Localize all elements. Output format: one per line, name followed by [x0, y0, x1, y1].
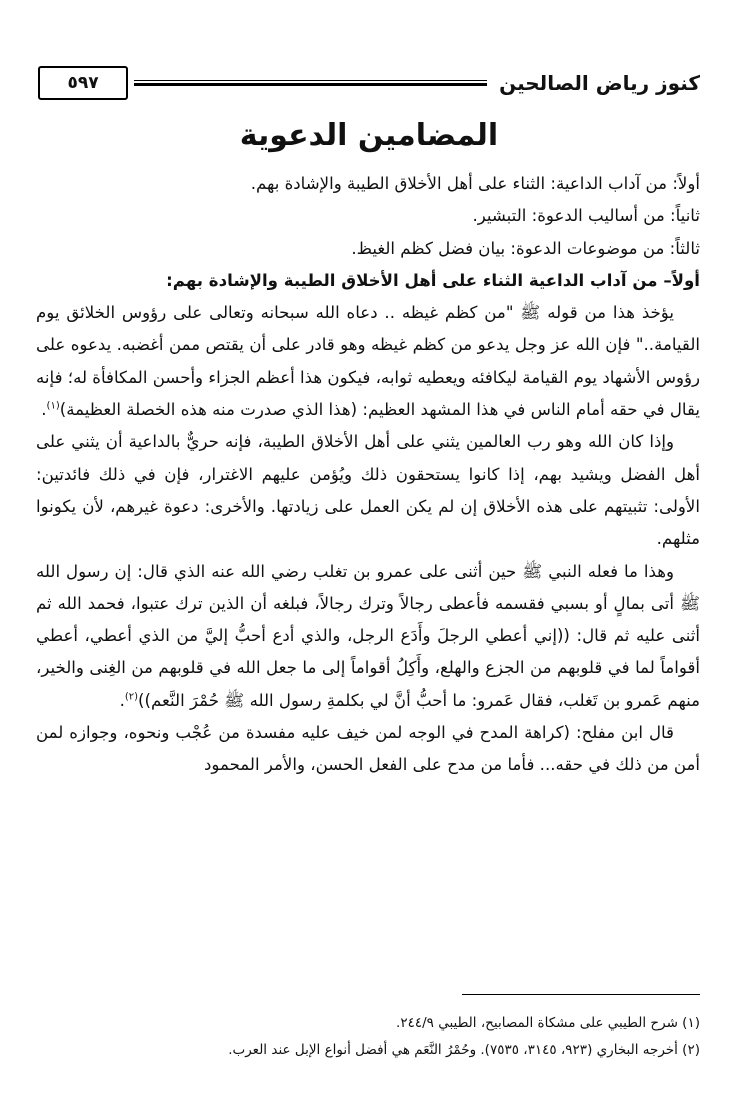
paragraph: قال ابن مفلح: (كراهة المدح في الوجه لمن خيف عليه مفسدة من عُجْب ونحوه، وجوازه لمن أمن من ذلك في حقه... فأما من مدح على الفعل الحسن، والأمر المحمود — [36, 723, 700, 775]
summary-point-1: أولاً: من آداب الداعية: الثناء على أهل الأخلاق الطيبة والإشادة بهم. — [250, 174, 700, 193]
summary-point-2: ثانياً: من أساليب الدعوة: التبشير. — [472, 206, 700, 226]
footnote-ref: (٢) — [124, 691, 139, 703]
paragraph: وهذا ما فعله النبي ﷺ حين أثنى على عمرو بن تغلب رضي الله عنه الذي قال: إن رسول الله ﷺ أتى بمالٍ أو بسبي فقسمه فأعطى رجالاً وترك رجالاً، فبلغه أن الذين ترك عتبوا، فحمد الله ثم أثنى عليه ثم قال: ((إني أعطي الرجلَ وأَدَع الرجل، والذي أدع أحبُّ إليَّ من الذي أعطي، أعطي أقواماً لما في قلوبهم من الجزع والهلع، وأَكِلُ أقواماً إلى ما جعل الله في قلوبهم من الغِنى والخير، منهم عَمرو بن تَغلب، فقال عَمرو: ما أحبُّ أنَّ لي بكلمةِ رسول الله ﷺ حُمْرَ النَّعم))$^{(٢)}$. — [36, 561, 700, 710]
paragraph: يؤخذ هذا من قوله ﷺ "من كظم غيظه .. دعاه الله سبحانه وتعالى على رؤوس الخلائق يوم القيامة.." فإن الله عز وجل يدعو من كظم غيظه وهو قادر على أن يقتص ممن أغضبه. يدعوه على رؤوس الأشهاد يوم القيامة ليكافئه ويعطيه ثوابه، فيكون هذا أعظم الجزاء وأحسن المكافأة له؛ فإنه يقال في حقه أمام الناس في هذا المشهد العظيم: (هذا الذي صدرت منه هذه الخصلة العظيمة)$^{(١)}$. — [36, 303, 700, 420]
header-rule — [134, 80, 487, 86]
page-title: المضامين الدعوية — [239, 118, 499, 153]
footnote: (٢) أخرجه البخاري (٩٢٣، ٣١٤٥، ٧٥٣٥). وحُمْرُ النَّعَم هي أفضل أنواع الإبل عند العرب. — [228, 1042, 700, 1058]
footnote-divider — [462, 994, 700, 995]
main-text — [36, 168, 700, 782]
summary-point-3: ثالثاً: من موضوعات الدعوة: بيان فضل كظم الغيظ. — [351, 238, 700, 258]
paragraph-text: يؤخذ هذا من قوله ﷺ "من كظم غيظه .. دعاه الله سبحانه وتعالى على رؤوس الخلائق يوم القيامة.." فإن الله عز وجل يدعو من كظم غيظه وهو قادر على أن يقتص ممن أغضبه. يدعوه على رؤوس الأشهاد يوم القيامة ليكافئه ويعطيه ثوابه، فيكون هذا أعظم الجزاء وأحسن المكافأة له؛ فإنه يقال في حقه أمام الناس في هذا المشهد العظيم: (هذا الذي صدرت منه هذه الخصلة العظيمة) — [36, 303, 700, 420]
paragraph: وإذا كان الله وهو رب العالمين يثني على أهل الأخلاق الطيبة، فإنه حريٌّ بالداعية أن يثني على أهل الفضل ويشيد بهم، إذا كانوا يستحقون ذلك ويُؤمن عليهم الاغترار، فإن في ذلك فائدتين: الأولى: تثبيتهم على هذه الأخلاق إن لم يكن العمل على زيادتها. والأخرى: دعوة غيرهم، لأن يكونوا مثلهم. — [36, 432, 700, 549]
footnote: (١) شرح الطيبي على مشكاة المصابيح، الطيبي ٢٤٤/٩. — [396, 1015, 700, 1031]
footnotes — [36, 1010, 700, 1064]
paragraph-text: وهذا ما فعله النبي ﷺ حين أثنى على عمرو بن تغلب رضي الله عنه الذي قال: إن رسول الله ﷺ أتى بمالٍ أو بسبي فقسمه فأعطى رجالاً وترك رجالاً، فبلغه أن الذين ترك عتبوا، فحمد الله ثم أثنى عليه ثم قال: ((إني أعطي الرجلَ وأَدَع الرجل، والذي أدع أحبُّ إليَّ من الذي أعطي، أعطي أقواماً لما في قلوبهم من الجزع والهلع، وأَكِلُ أقواماً إلى ما جعل الله في قلوبهم من الغِنى والخير، منهم عَمرو بن تَغلب، فقال عَمرو: ما أحبُّ أنَّ لي بكلمةِ رسول الله ﷺ حُمْرَ النَّعم)) — [36, 561, 700, 710]
page-header — [38, 62, 700, 104]
running-title: كنوز رياض الصالحين — [499, 71, 700, 95]
section-heading: أولاً– من آداب الداعية الثناء على أهل الأخلاق الطيبة والإشادة بهم: — [166, 270, 700, 290]
footnote-ref: (١) — [46, 400, 60, 412]
page-number: ٥٩٧ — [38, 66, 128, 100]
